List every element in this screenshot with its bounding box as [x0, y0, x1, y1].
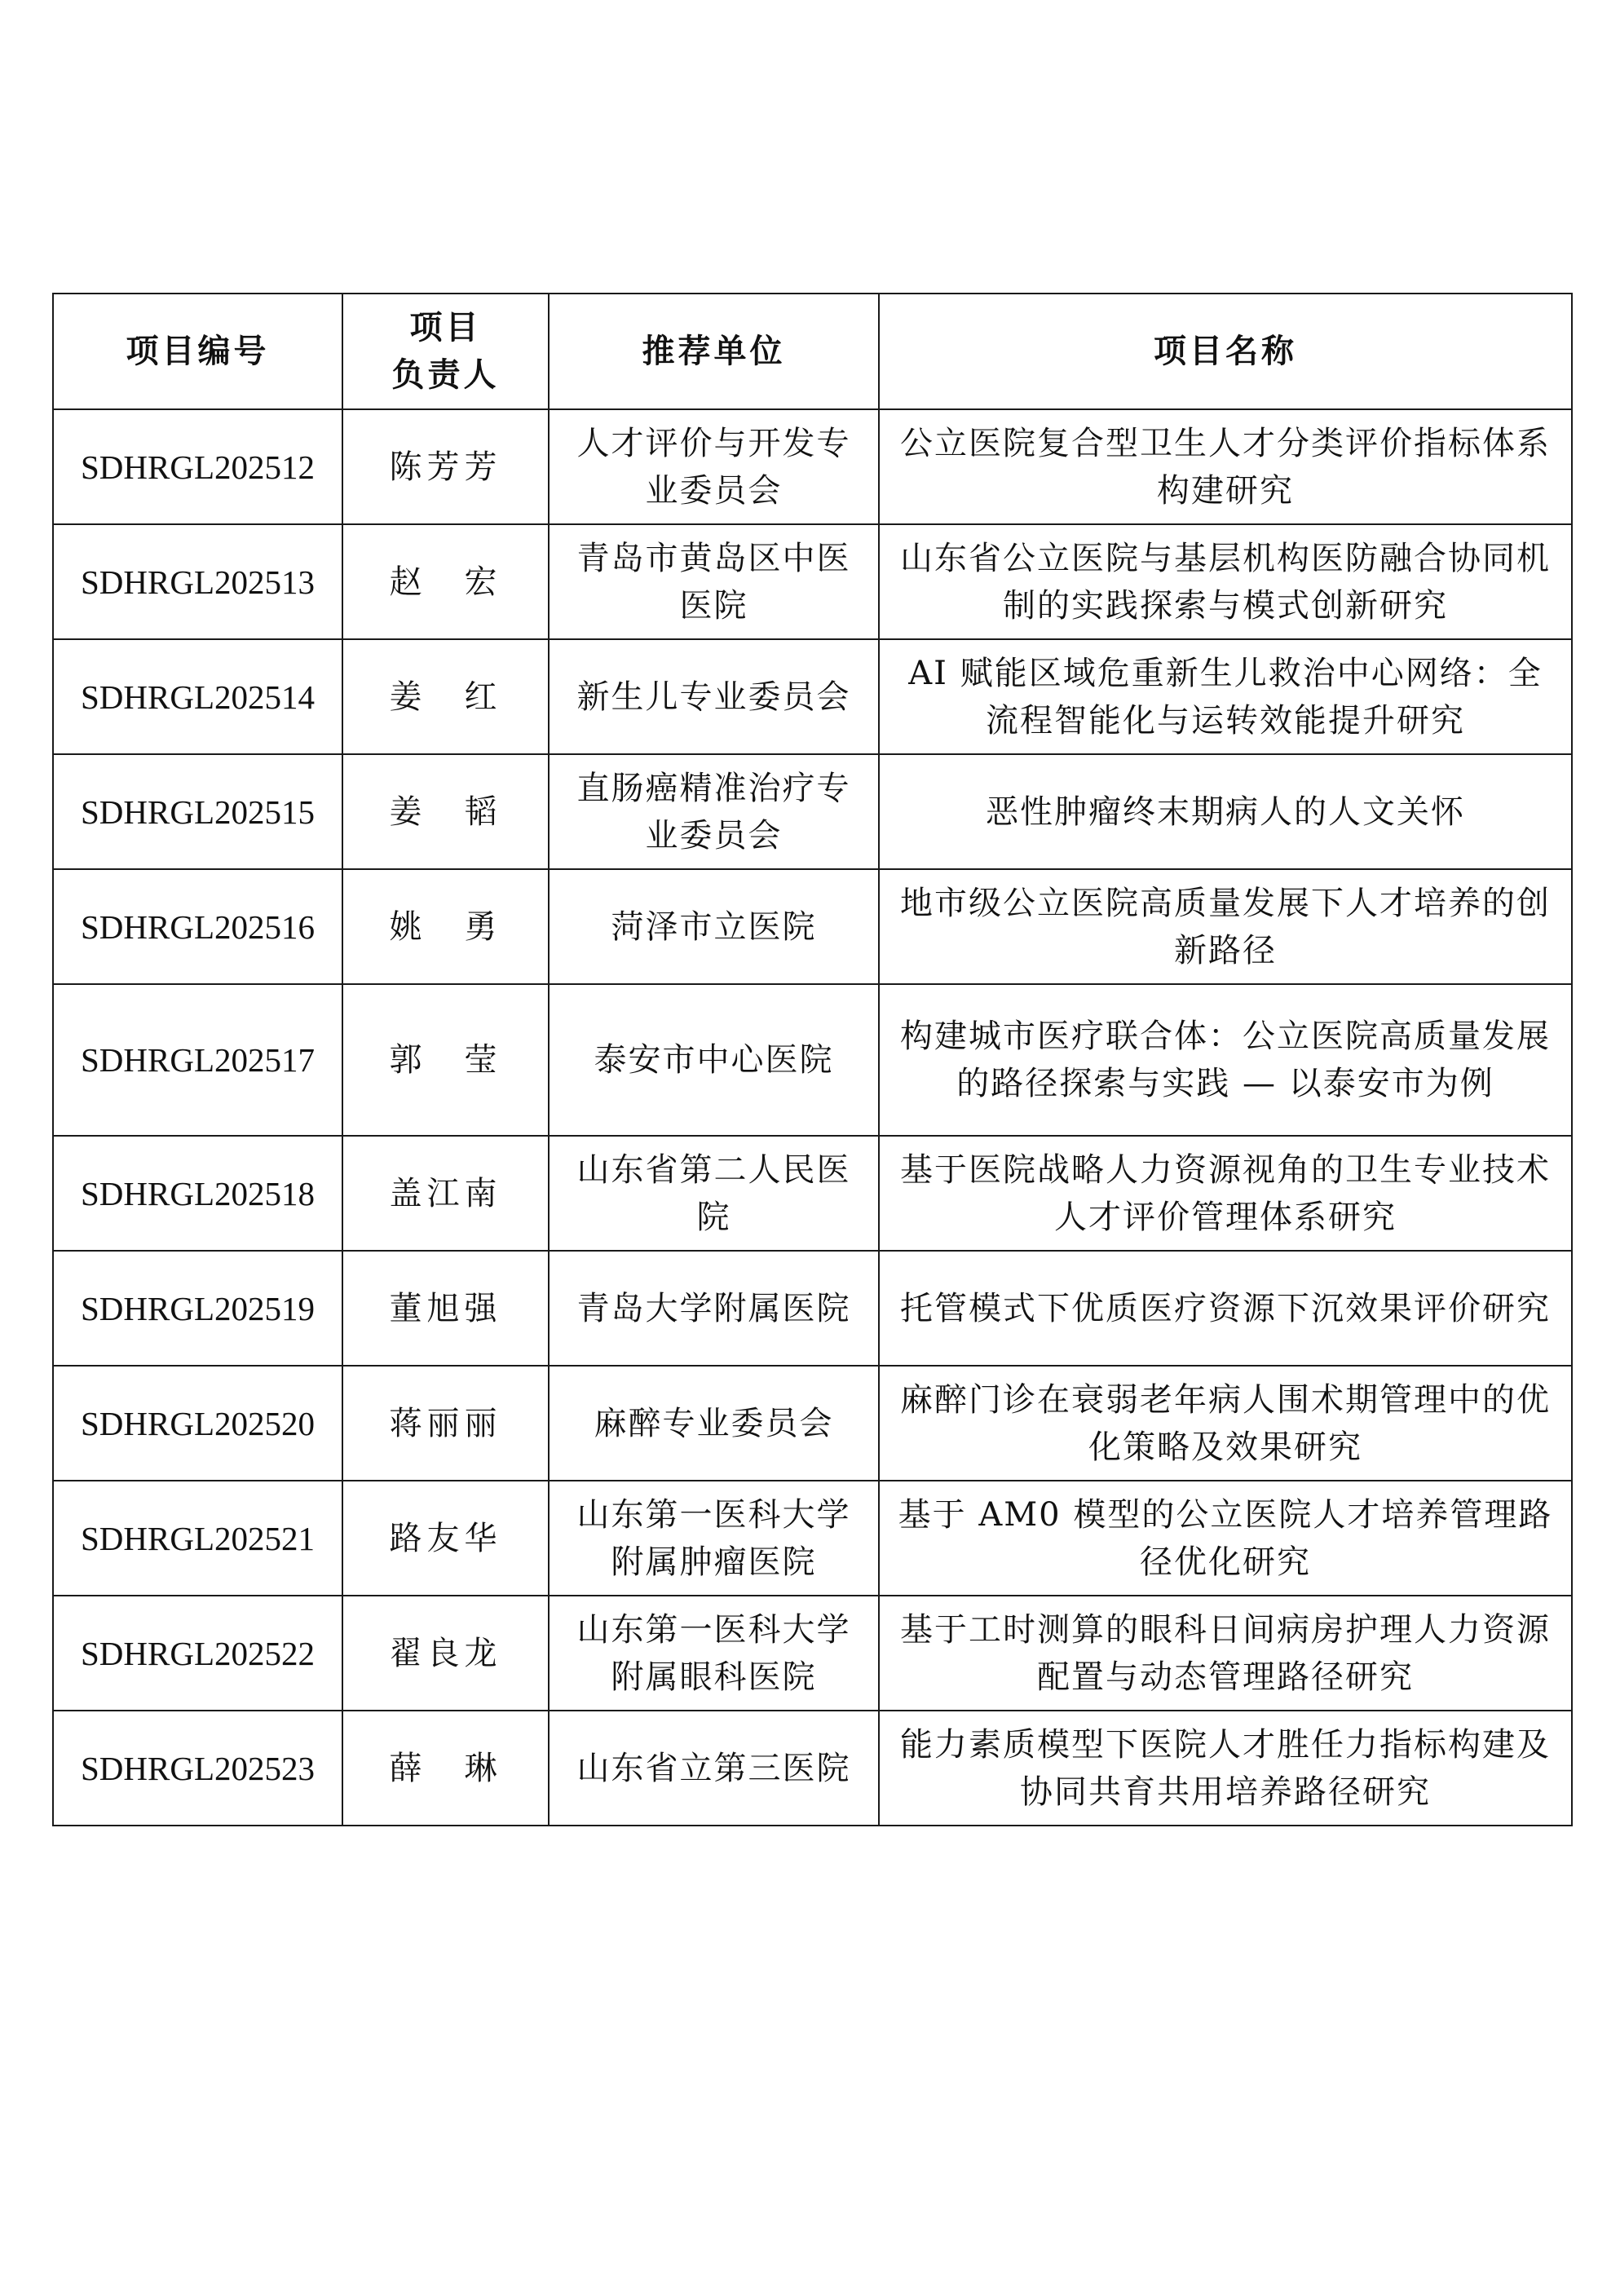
cell-project-leader: 薛 琳 [342, 1711, 549, 1826]
header-project-name-label: 项目名称 [1154, 333, 1297, 370]
table-row [53, 1481, 1572, 1596]
cell-recommending-unit: 人才评价与开发专业委员会 [549, 409, 879, 524]
cell-recommending-unit: 菏泽市立医院 [549, 869, 879, 984]
cell-project-name: 恶性肿瘤终末期病人的人文关怀 [879, 754, 1572, 869]
table-header-row [53, 294, 1572, 409]
cell-project-name: 基于工时测算的眼科日间病房护理人力资源配置与动态管理路径研究 [879, 1596, 1572, 1711]
header-project-name [879, 294, 1572, 409]
cell-project-name: 地市级公立医院高质量发展下人才培养的创新路径 [879, 869, 1572, 984]
cell-recommending-unit: 山东省第二人民医院 [549, 1136, 879, 1251]
cell-project-leader: 盖江南 [342, 1136, 549, 1251]
cell-project-code: SDHRGL202521 [53, 1481, 342, 1596]
cell-project-leader: 董旭强 [342, 1251, 549, 1366]
cell-project-leader: 姚 勇 [342, 869, 549, 984]
cell-project-code: SDHRGL202518 [53, 1136, 342, 1251]
cell-project-name: 麻醉门诊在衰弱老年病人围术期管理中的优化策略及效果研究 [879, 1366, 1572, 1481]
table-row [53, 1136, 1572, 1251]
cell-project-name: AI 赋能区域危重新生儿救治中心网络：全流程智能化与运转效能提升研究 [879, 639, 1572, 754]
cell-project-code: SDHRGL202522 [53, 1596, 342, 1711]
cell-project-name: 能力素质模型下医院人才胜任力指标构建及协同共育共用培养路径研究 [879, 1711, 1572, 1826]
cell-project-code: SDHRGL202519 [53, 1251, 342, 1366]
cell-recommending-unit: 泰安市中心医院 [549, 984, 879, 1136]
table-row [53, 639, 1572, 754]
cell-project-name: 公立医院复合型卫生人才分类评价指标体系构建研究 [879, 409, 1572, 524]
header-recommending-unit-label: 推荐单位 [642, 333, 786, 370]
header-project-code [53, 294, 342, 409]
cell-project-leader: 郭 莹 [342, 984, 549, 1136]
table-row [53, 409, 1572, 524]
cell-project-leader: 赵 宏 [342, 524, 549, 639]
cell-project-name: 山东省公立医院与基层机构医防融合协同机制的实践探索与模式创新研究 [879, 524, 1572, 639]
cell-project-code: SDHRGL202514 [53, 639, 342, 754]
cell-project-code: SDHRGL202515 [53, 754, 342, 869]
cell-project-name: 基于医院战略人力资源视角的卫生专业技术人才评价管理体系研究 [879, 1136, 1572, 1251]
cell-recommending-unit: 青岛市黄岛区中医医院 [549, 524, 879, 639]
cell-project-code: SDHRGL202523 [53, 1711, 342, 1826]
header-recommending-unit [549, 294, 879, 409]
cell-project-code: SDHRGL202513 [53, 524, 342, 639]
cell-recommending-unit: 山东省立第三医院 [549, 1711, 879, 1826]
cell-project-leader: 陈芳芳 [342, 409, 549, 524]
header-project-code-label: 项目编号 [126, 333, 270, 370]
table-row [53, 1366, 1572, 1481]
table-row [53, 1251, 1572, 1366]
cell-project-leader: 姜 红 [342, 639, 549, 754]
cell-project-name: 构建城市医疗联合体：公立医院高质量发展的路径探索与实践 — 以泰安市为例 [879, 984, 1572, 1136]
project-table [52, 293, 1573, 1826]
cell-project-leader: 姜 韬 [342, 754, 549, 869]
table-row [53, 869, 1572, 984]
header-project-leader [342, 294, 549, 409]
cell-project-name: 基于 AM0 模型的公立医院人才培养管理路径优化研究 [879, 1481, 1572, 1596]
cell-recommending-unit: 山东第一医科大学附属眼科医院 [549, 1596, 879, 1711]
table-row [53, 754, 1572, 869]
cell-project-code: SDHRGL202516 [53, 869, 342, 984]
cell-recommending-unit: 山东第一医科大学附属肿瘤医院 [549, 1481, 879, 1596]
table-row [53, 984, 1572, 1136]
cell-recommending-unit: 直肠癌精准治疗专业委员会 [549, 754, 879, 869]
header-project-leader-line2: 负责人 [391, 356, 500, 394]
cell-project-leader: 蒋丽丽 [342, 1366, 549, 1481]
cell-project-code: SDHRGL202517 [53, 984, 342, 1136]
cell-recommending-unit: 新生儿专业委员会 [549, 639, 879, 754]
cell-project-leader: 路友华 [342, 1481, 549, 1596]
cell-project-code: SDHRGL202520 [53, 1366, 342, 1481]
header-project-leader-line1: 项目 [409, 309, 482, 347]
table-row [53, 1596, 1572, 1711]
cell-project-name: 托管模式下优质医疗资源下沉效果评价研究 [879, 1251, 1572, 1366]
cell-recommending-unit: 青岛大学附属医院 [549, 1251, 879, 1366]
cell-recommending-unit: 麻醉专业委员会 [549, 1366, 879, 1481]
table-row [53, 1711, 1572, 1826]
cell-project-leader: 翟良龙 [342, 1596, 549, 1711]
table-row [53, 524, 1572, 639]
cell-project-code: SDHRGL202512 [53, 409, 342, 524]
